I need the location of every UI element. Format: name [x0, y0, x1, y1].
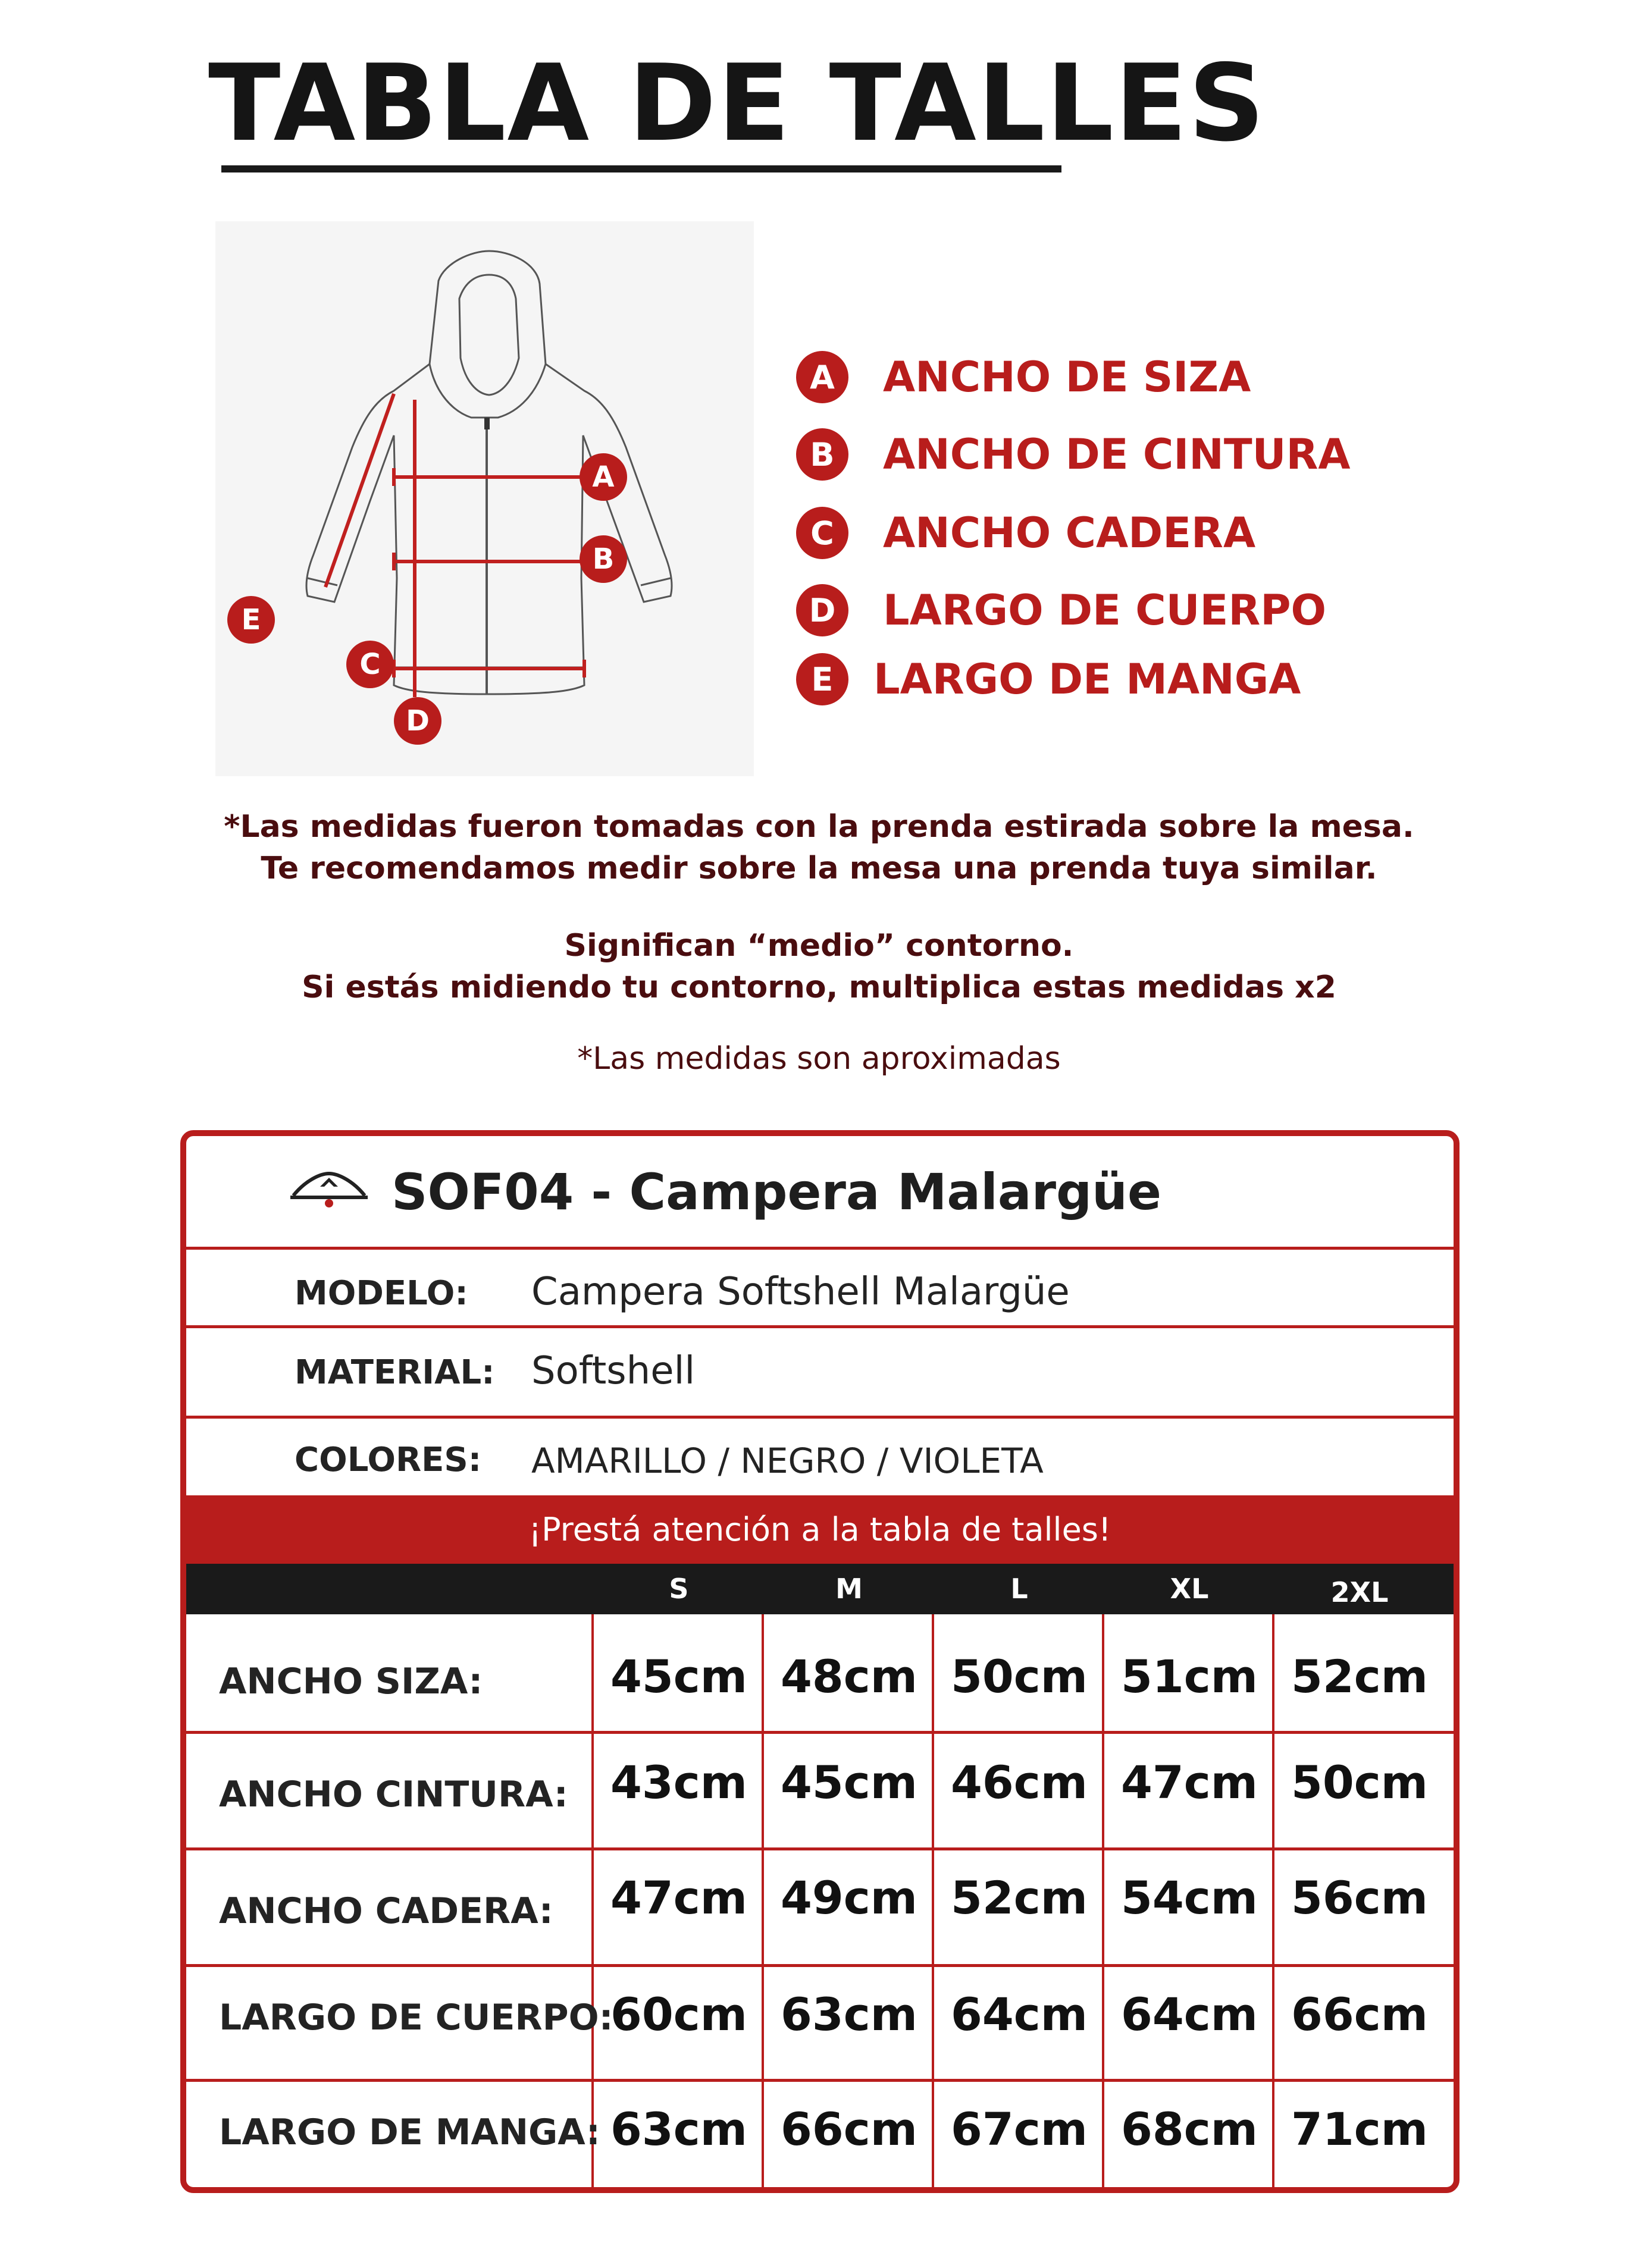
cell-value: 71cm: [1291, 2103, 1428, 2156]
cell-value: 45cm: [780, 1756, 917, 1809]
legend-label-a: ANCHO DE SIZA: [883, 353, 1251, 401]
cell-value: 66cm: [780, 2103, 917, 2156]
cell-value: 68cm: [1120, 2103, 1258, 2156]
size-header-s: S: [669, 1573, 689, 1605]
diagram-marker-b: B: [580, 535, 627, 583]
cell-value: 60cm: [610, 1988, 747, 2041]
product-title: SOF04 - Campera Malargüe: [392, 1163, 1161, 1221]
note-line-3: Significan “medio” contorno.: [564, 928, 1074, 964]
jacket-illustration: [215, 221, 754, 776]
row-label: LARGO DE CUERPO:: [219, 1997, 613, 2038]
legend-label-c: ANCHO CADERA: [883, 509, 1256, 557]
divider: [186, 1416, 1454, 1419]
jacket-diagram: [215, 221, 754, 776]
size-chart-card: [180, 1130, 1460, 2193]
cell-value: 47cm: [1120, 1756, 1258, 1809]
cell-value: 64cm: [950, 1988, 1088, 2041]
legend-badge-d: D: [796, 584, 848, 636]
brand-logo-icon: [287, 1169, 371, 1210]
cell-value: 50cm: [1291, 1756, 1428, 1809]
divider: [186, 1247, 1454, 1250]
legend-badge-c: C: [796, 507, 848, 559]
table-row: [186, 1731, 1454, 1847]
info-value-colores: AMARILLO / NEGRO / VIOLETA: [531, 1441, 1044, 1481]
size-header-m: M: [835, 1573, 863, 1605]
cell-value: 49cm: [780, 1871, 917, 1924]
diagram-marker-a: A: [580, 453, 627, 501]
size-header-xl: XL: [1170, 1573, 1209, 1605]
cell-value: 43cm: [610, 1756, 747, 1809]
note-line-1: *Las medidas fueron tomadas con la prenda estirada sobre la mesa.: [224, 809, 1414, 845]
diagram-marker-d: D: [394, 697, 441, 745]
cell-value: 56cm: [1291, 1871, 1428, 1924]
legend-badge-b: B: [796, 428, 848, 481]
legend-label-d: LARGO DE CUERPO: [883, 586, 1327, 635]
cell-value: 46cm: [950, 1756, 1088, 1809]
diagram-marker-e: E: [227, 596, 275, 644]
cell-value: 45cm: [610, 1650, 747, 1703]
size-header-l: L: [1010, 1573, 1028, 1605]
cell-value: 63cm: [610, 2103, 747, 2156]
note-line-4: Si estás midiendo tu contorno, multiplica estas medidas x2: [302, 970, 1336, 1005]
row-label: ANCHO CINTURA:: [219, 1774, 568, 1815]
title-underline: [221, 165, 1061, 172]
attention-banner: ¡Prestá atención a la tabla de talles!: [186, 1495, 1454, 1564]
cell-value: 51cm: [1120, 1650, 1258, 1703]
info-value-material: Softshell: [531, 1349, 696, 1393]
legend-label-b: ANCHO DE CINTURA: [883, 430, 1351, 479]
info-value-modelo: Campera Softshell Malargüe: [531, 1270, 1070, 1314]
cell-value: 64cm: [1120, 1988, 1258, 2041]
cell-value: 48cm: [780, 1650, 917, 1703]
size-header-row: [186, 1564, 1454, 1614]
page-title: TABLA DE TALLES: [208, 42, 1266, 165]
cell-value: 66cm: [1291, 1988, 1428, 2041]
cell-value: 54cm: [1120, 1871, 1258, 1924]
divider: [186, 1325, 1454, 1328]
row-label: LARGO DE MANGA:: [219, 2112, 600, 2153]
cell-value: 52cm: [950, 1871, 1088, 1924]
cell-value: 63cm: [780, 1988, 917, 2041]
diagram-marker-c: C: [346, 641, 394, 688]
table-row: [186, 1964, 1454, 2081]
legend-label-e: LARGO DE MANGA: [873, 655, 1301, 704]
info-key-material: MATERIAL:: [295, 1353, 495, 1392]
info-key-modelo: MODELO:: [295, 1274, 468, 1313]
legend-badge-a: A: [796, 351, 848, 403]
cell-value: 52cm: [1291, 1650, 1428, 1703]
row-label: ANCHO CADERA:: [219, 1890, 553, 1932]
cell-value: 50cm: [950, 1650, 1088, 1703]
info-key-colores: COLORES:: [295, 1441, 482, 1479]
note-line-2: Te recomendamos medir sobre la mesa una prenda tuya similar.: [261, 851, 1377, 886]
note-line-5: *Las medidas son aproximadas: [577, 1041, 1061, 1077]
row-label: ANCHO SIZA:: [219, 1661, 483, 1702]
table-row: [186, 1614, 1454, 1731]
cell-value: 47cm: [610, 1871, 747, 1924]
legend-badge-e: E: [796, 653, 848, 705]
table-row: [186, 2079, 1454, 2193]
cell-value: 67cm: [950, 2103, 1088, 2156]
size-header-2xl: 2XL: [1330, 1576, 1389, 1608]
table-row: [186, 1847, 1454, 1964]
